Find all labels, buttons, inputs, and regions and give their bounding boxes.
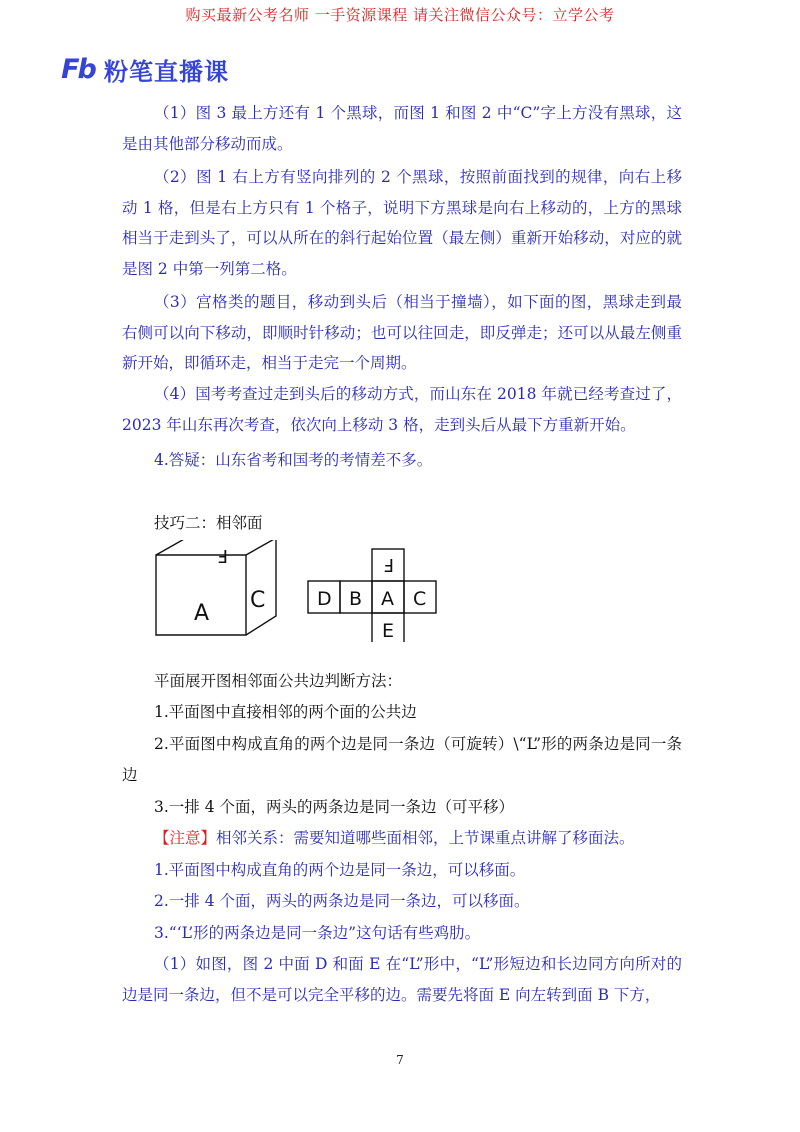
method-2: 2.平面图中构成直角的两个边是同一条边（可旋转）\“L”形的两条边是同一条边 (122, 735, 682, 784)
method-3: 3.一排 4 个面，两头的两条边是同一条边（可平移） (154, 798, 515, 816)
notice-line (122, 823, 682, 854)
qa-line: 4.答疑：山东省考和国考的考情差不多。 (154, 451, 433, 469)
net-face-d: D (317, 588, 332, 610)
section-title: 技巧二：相邻面 (154, 514, 263, 532)
fb-logo-icon: Fb (61, 54, 95, 85)
cube-face-top: F (217, 545, 228, 566)
method-title: 平面展开图相邻面公共边判断方法： (154, 672, 403, 690)
cube-face-side: C (250, 588, 266, 613)
brand-logo (60, 52, 229, 87)
notice-label: 【注意】 (154, 829, 217, 847)
paragraph-3: （3）宫格类的题目，移动到头后（相当于撞墙），如下面的图，黑球走到最右侧可以向下移动，即顺时针移动；也可以往回走，即反弹走；还可以从最左侧重新开始，即循环走，相当于走完一个周期。 (122, 293, 682, 372)
net-face-e: E (382, 620, 395, 642)
paragraph-4: （4）国考考查过走到头后的移动方式，而山东在 2018 年就已经考查过了，2023 年山东再次考查，依次向上移动 3 格，走到头后从最下方重新开始。 (122, 385, 682, 434)
net-face-top: F (383, 554, 394, 575)
notice-text: 相邻关系：需要知道哪些面相邻，上节课重点讲解了移面法。 (216, 829, 635, 847)
page-number: 7 (396, 1053, 404, 1067)
notice-item-3: 3.“‘L’形的两条边是同一条边”这句话有些鸡肋。 (154, 924, 481, 942)
net-face-b: B (349, 588, 363, 610)
notice-item-1: 1.平面图中构成直角的两个边是同一条边，可以移面。 (154, 861, 526, 879)
notice-item-2: 2.一排 4 个面，两头的两条边是同一条边，可以移面。 (154, 892, 530, 910)
top-banner: 购买最新公考名师 一手资源课程 请关注微信公众号：立学公考 (185, 6, 615, 24)
cube-net-figure (150, 540, 450, 642)
net-face-c: C (413, 588, 427, 610)
net-face-a: A (381, 588, 394, 610)
notice-item-4: （1）如图，图 2 中面 D 和面 E 在“L”形中，“L”形短边和长边同方向所对的边是同一条边，但不是可以完全平移的边。需要先将面 E 向左转到面 B 下方， (122, 955, 682, 1004)
brand-name: 粉笔直播课 (104, 58, 229, 86)
cube-face-front: A (194, 601, 210, 626)
method-1: 1.平面图中直接相邻的两个面的公共边 (154, 703, 417, 721)
paragraph-2: （2）图 1 右上方有竖向排列的 2 个黑球，按照前面找到的规律，向右上移动 1 格，但是右上方只有 1 个格子，说明下方黑球是向右上移动的，上方的黑球相当于走到头了，可以从所在的斜行起始位置（最左侧）重新开始移动，对应的就是图 2 中第一列第二格。 (122, 168, 682, 278)
paragraph-1: （1）图 3 最上方还有 1 个黑球，而图 1 和图 2 中“C”字上方没有黑球，这是由其他部分移动而成。 (122, 104, 682, 153)
